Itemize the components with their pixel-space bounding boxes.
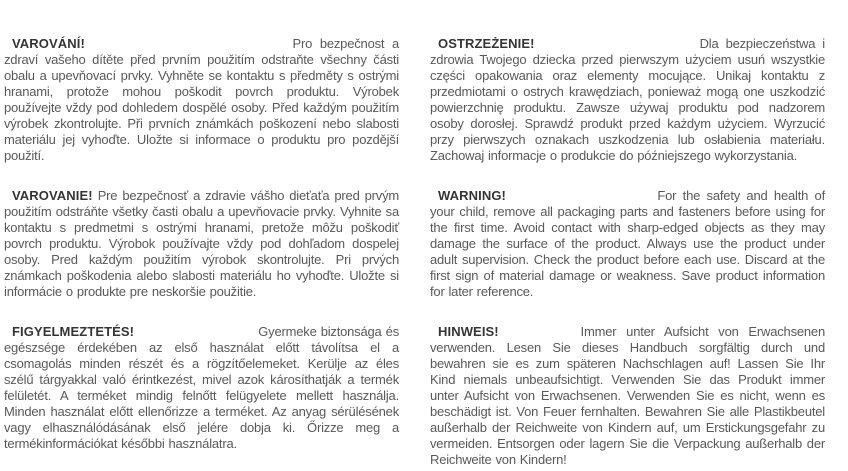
warning-section-english [430,188,825,300]
warning-body-german: Immer unter Aufsicht von Erwachsenen verwenden. Lesen Sie dieses Handbuch sorgfältig durch und bewahren sie es zum späteren Nachschlagen auf! Lassen Sie Ihr Kind niemals unbeaufsichtigt. Verwenden Sie das Produkt immer unter Aufsicht von Erwachsenen. Verwenden Sie es nicht, wenn es beschädigt ist. Von Feuer fernhalten. Bewahren Sie alle Plastikbeutel außerhalb der Reichweite von Kindern auf, um Erstickungsgefahr zu vermeiden. Entsorgen oder lagern Sie die Verpackung außerhalb der Reichweite von Kindern! [430,324,825,467]
warning-heading-hungarian: FIGYELMEZTETÉS! [12,324,135,339]
warning-section-czech [4,36,399,164]
warning-body-polish: Dla bezpieczeństwa i zdrowia Twojego dziecka przed pierwszym użyciem usuń wszystkie części opakowania oraz elementy mocujące. Unikaj kontaktu z przedmiotami o ostrych krawędziach, ponieważ mogą one uszkodzić powierzchnię produktu. Zawsze używaj produktu pod nadzorem osoby dorosłej. Sprawdź produkt przed każdym użyciem. Wyrzucić przy pierwszych oznakach uszkodzenia lub osłabienia materiału. Zachowaj informacje o produkcie do późniejszego wykorzystania. [430,36,825,163]
heading-tab-gap [134,335,254,336]
warning-section-german [430,324,825,468]
warning-heading-german: HINWEIS! [438,324,499,339]
heading-tab-gap [535,47,693,48]
warning-body-slovak: Pre bezpečnosť a zdravie vášho dieťaťa pred prvým použitím odstráňte všetky časti obalu a upevňovacie prvky. Vyhnite sa kontaktu s predmetmi s ostrými hranami, pretože môžu poškodiť povrch produktu. Výrobok používajte vždy pod dohľadom dospelej osoby. Pred každým použitím výrobok skontrolujte. Pri prvých známkach poškodenia alebo slabosti materiálu ho vyhoďte. Uložte si informácie o produkte pre neskoršie použitie. [4,188,399,299]
warning-body-czech: Pro bezpečnost a zdraví vašeho dítěte před prvním použitím odstraňte všechny části obalu a upevňovací prvky. Vyhněte se kontaktu s předměty s ostrými hranami, protože mohou poškodit povrch produktu. Výrobek používejte vždy pod dohledem dospělé osoby. Před každým použitím výrobek zkontrolujte. Při prvních známkách poškození nebo slabosti materiálu jej vyhoďte. Uložte si informace o produktu pro pozdější použití. [4,36,399,163]
heading-tab-gap [499,335,571,336]
left-column [4,36,399,471]
warning-body-english: For the safety and health of your child, remove all packaging parts and fasteners before using for the first time. Avoid contact with sharp-edged objects as they may damage the surface of the product. Always use the product under adult supervision. Check the product before each use. Discard at the first sign of material damage or weakness. Save product information for later reference. [430,188,825,299]
warning-body-hungarian: Gyermeke biztonsága és egészsége érdekében az első használat előtt távolítsa el a csomagolás minden részét és a rögzítőelemeket. Kerülje az éles szélű tárgyakkal való érintkezést, mivel azok károsíthatják a termék felületét. A terméket mindig felnőtt felügyelete mellett használja. Minden használat előtt ellenőrizze a terméket. Az anyag sérülésének vagy elhasználódásának első jelére dobja ki. Őrizze meg a termékinformációkat későbbi használatra. [4,324,399,451]
warning-heading-czech: VAROVÁNÍ! [12,36,85,51]
heading-tab-gap [85,47,285,48]
warning-section-polish [430,36,825,164]
warning-section-hungarian [4,324,399,452]
warning-section-slovak [4,188,399,300]
warning-heading-slovak: VAROVANIE! [12,188,93,203]
right-column [430,36,825,471]
warning-heading-polish: OSTRZEŻENIE! [438,36,535,51]
warning-heading-english: WARNING! [438,188,506,203]
heading-tab-gap [506,199,651,200]
